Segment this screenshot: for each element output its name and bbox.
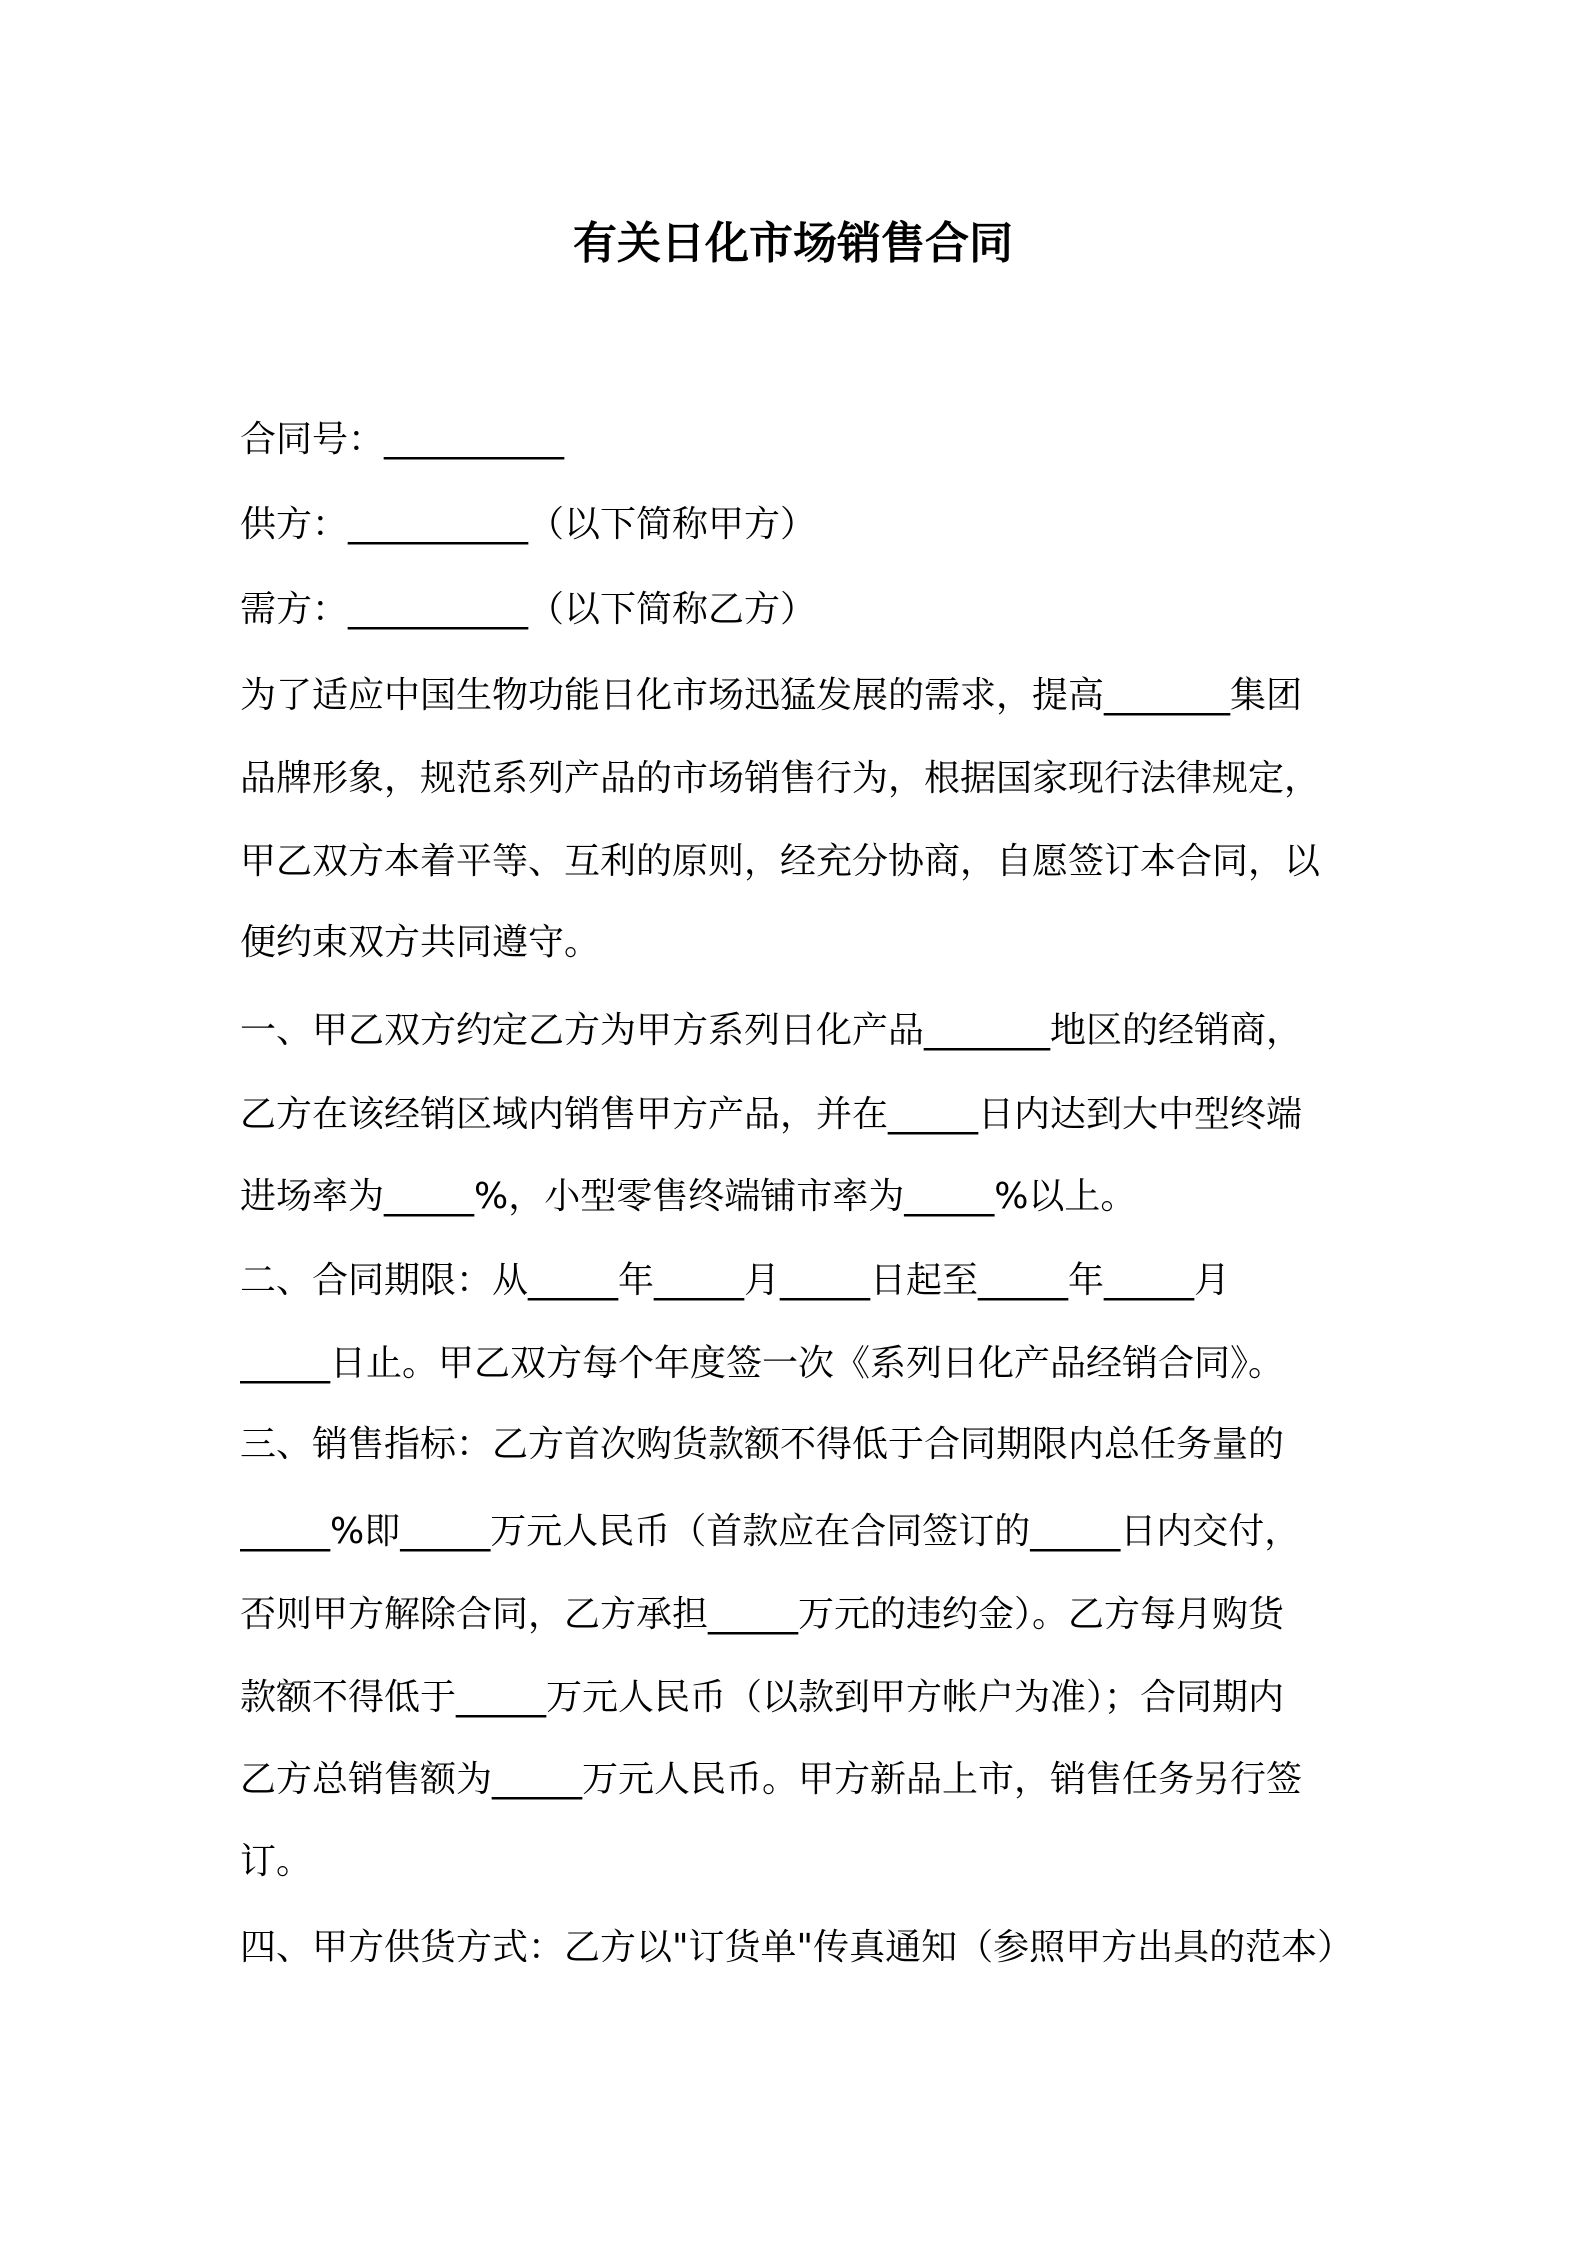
clause-4-line-1: 四、甲方供货方式：乙方以"订货单"传真通知（参照甲方出具的范本） — [240, 1927, 1354, 1968]
buyer-line: 需方：__________（以下简称乙方） — [240, 589, 817, 630]
clause-3-line-4: 款额不得低于_____万元人民币（以款到甲方帐户为准）；合同期内 — [240, 1677, 1285, 1718]
contract-number-line: 合同号：__________ — [240, 419, 565, 460]
document-title: 有关日化市场销售合同 — [573, 218, 1013, 269]
preamble-line-2: 品牌形象，规范系列产品的市场销售行为，根据国家现行法律规定， — [240, 758, 1321, 799]
clause-3-line-2: _____%即_____万元人民币（首款应在合同签订的_____日内交付， — [240, 1511, 1301, 1552]
clause-1-line-1: 一、甲乙双方约定乙方为甲方系列日化产品_______地区的经销商， — [240, 1010, 1303, 1051]
clause-1-line-3: 进场率为_____%，小型零售终端铺市率为_____%以上。 — [240, 1176, 1137, 1217]
clause-3-line-1: 三、销售指标：乙方首次购货款额不得低于合同期限内总任务量的 — [240, 1424, 1285, 1465]
clause-3-line-6: 订。 — [240, 1841, 313, 1882]
clause-3-line-3: 否则甲方解除合同，乙方承担_____万元的违约金）。乙方每月购货 — [240, 1594, 1285, 1635]
clause-2-line-2: _____日止。甲乙双方每个年度签一次《系列日化产品经销合同》。 — [240, 1343, 1285, 1384]
clause-3-line-5: 乙方总销售额为_____万元人民币。甲方新品上市，销售任务另行签 — [240, 1759, 1303, 1800]
preamble-line-1: 为了适应中国生物功能日化市场迅猛发展的需求，提高_______集团 — [240, 675, 1303, 716]
preamble-line-3: 甲乙双方本着平等、互利的原则，经充分协商，自愿签订本合同，以 — [240, 841, 1321, 882]
clause-1-line-2: 乙方在该经销区域内销售甲方产品，并在_____日内达到大中型终端 — [240, 1094, 1303, 1135]
preamble-line-4: 便约束双方共同遵守。 — [240, 922, 601, 963]
clause-2-line-1: 二、合同期限：从_____年_____月_____日起至_____年_____月 — [240, 1260, 1231, 1301]
supplier-line: 供方：__________（以下简称甲方） — [240, 504, 817, 545]
